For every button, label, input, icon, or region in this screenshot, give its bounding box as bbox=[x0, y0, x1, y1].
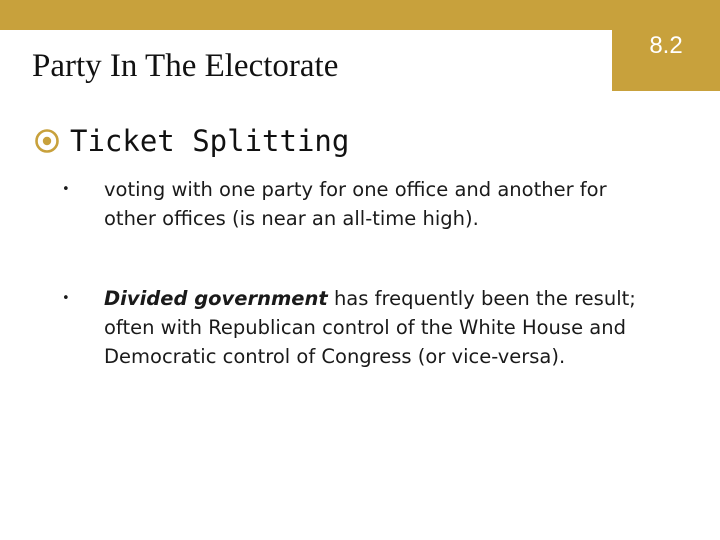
bullet-text: has frequently been the result; often with Republican control of the White House and Democratic control of Congress (or vice-versa). bbox=[104, 287, 636, 368]
bullet-dot: • bbox=[62, 182, 70, 197]
bullet-dot: • bbox=[62, 291, 70, 306]
bullet-item bbox=[62, 175, 644, 233]
heading-row bbox=[34, 124, 349, 158]
bullet-text: voting with one party for one office and another for other offices (is near an all-time high). bbox=[104, 178, 607, 230]
section-heading: Ticket Splitting bbox=[70, 124, 350, 158]
bullet-emphasis: Divided government bbox=[104, 287, 328, 310]
target-circle-icon bbox=[34, 128, 60, 154]
section-number: 8.2 bbox=[649, 31, 683, 59]
slide-title: Party In The Electorate bbox=[32, 48, 339, 84]
section-number-badge bbox=[612, 0, 720, 91]
bullet-item bbox=[62, 284, 644, 371]
